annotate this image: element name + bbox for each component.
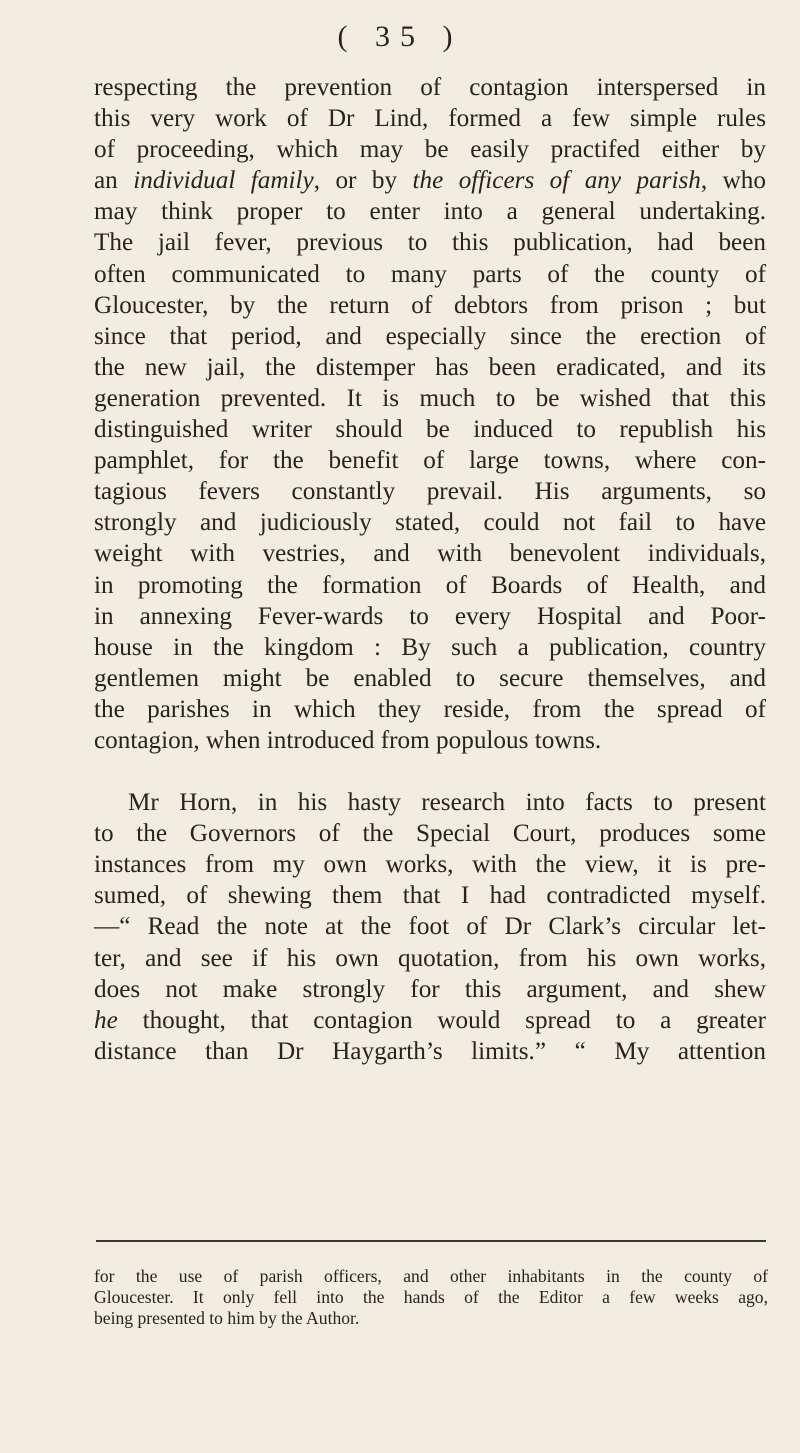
body-line: may think proper to enter into a general undertaking. xyxy=(94,198,766,226)
body-line: ter, and see if his own quotation, from his own works, xyxy=(94,944,766,972)
body-line: sumed, of shewing them that I had contradicted myself. xyxy=(94,882,766,910)
footnote-line: for the use of parish officers, and other inhabitants in the county of xyxy=(94,1266,768,1286)
body-line: in annexing Fever-wards to every Hospital and Poor- xyxy=(94,602,766,630)
body-line: The jail fever, previous to this publication, had been xyxy=(94,229,766,257)
body-line: does not make strongly for this argument, and shew xyxy=(94,975,766,1003)
footnote xyxy=(94,1266,768,1329)
body-line: weight with vestries, and with benevolent individuals, xyxy=(94,540,766,568)
footnote-line: Gloucester. It only fell into the hands of the Editor a few weeks ago, xyxy=(94,1287,768,1307)
body-line: often communicated to many parts of the county of xyxy=(94,260,766,288)
body-line: generation prevented. It is much to be wished that this xyxy=(94,384,766,412)
body-line: since that period, and especially since the erection of xyxy=(94,322,766,350)
body-line: distinguished writer should be induced to republish his xyxy=(94,416,766,444)
body-line: in promoting the formation of Boards of Health, and xyxy=(94,571,766,599)
body-line: pamphlet, for the benefit of large towns, where con- xyxy=(94,447,766,475)
body-line: the parishes in which they reside, from the spread of xyxy=(94,695,766,723)
body-line: respecting the prevention of contagion interspersed in xyxy=(94,74,766,101)
body-line: Mr Horn, in his hasty research into facts to present xyxy=(128,789,766,817)
page-number: ( 35 ) xyxy=(337,20,463,53)
body-line: —“ Read the note at the foot of Dr Clark’s circular let- xyxy=(94,913,766,941)
body-line: an individual family, or by the officers of any parish, who xyxy=(94,167,766,195)
italic-text: he xyxy=(94,1006,118,1034)
body-line: house in the kingdom : By such a publication, country xyxy=(94,633,766,661)
body-line: strongly and judiciously stated, could not fail to have xyxy=(94,509,766,537)
body-line: he thought, that contagion would spread to a greater xyxy=(94,1006,766,1034)
body-line: Gloucester, by the return of debtors from prison ; but xyxy=(94,291,766,319)
body-line: distance than Dr Haygarth’s limits.” “ My attention xyxy=(94,1037,766,1065)
footnote-line: being presented to him by the Author. xyxy=(94,1308,360,1328)
body-line: this very work of Dr Lind, formed a few simple rules xyxy=(94,105,766,133)
body-line: gentlemen might be enabled to secure themselves, and xyxy=(94,664,766,692)
footnote-rule xyxy=(96,1240,766,1242)
body-line: to the Governors of the Special Court, produces some xyxy=(94,820,766,848)
body-line: tagious fevers constantly prevail. His arguments, so xyxy=(94,478,766,506)
italic-text: individual family xyxy=(133,167,314,195)
body-line: of proceeding, which may be easily practifed either by xyxy=(94,136,766,164)
italic-text: the officers of any parish xyxy=(412,167,701,195)
body-line: instances from my own works, with the view, it is pre- xyxy=(94,851,766,879)
body-line: the new jail, the distemper has been eradicated, and its xyxy=(94,353,766,381)
body-text xyxy=(94,72,766,1067)
body-line: contagion, when introduced from populous towns. xyxy=(94,726,602,754)
